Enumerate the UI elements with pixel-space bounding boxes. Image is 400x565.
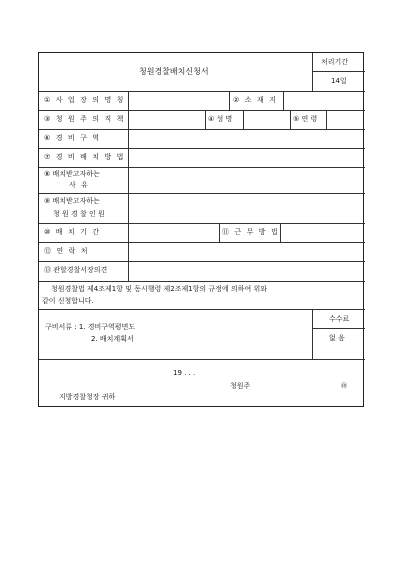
row-divider [39,148,365,149]
attachment-item: 2. 배치계획서 [91,335,134,343]
column-divider [312,309,313,359]
row-divider [39,309,365,310]
row-divider [39,110,365,111]
row-divider [39,242,365,243]
column-divider [219,223,220,242]
row-divider [39,281,365,282]
row-divider [39,261,365,262]
fee-label: 수수료 [329,315,350,323]
column-divider [280,223,281,242]
row-divider [39,193,365,194]
column-divider [229,91,230,110]
column-divider [243,110,244,129]
processing-period-value: 14일 [331,77,347,85]
column-divider [128,91,129,281]
row-divider [39,167,365,168]
row-divider [39,223,365,224]
age-label: ⑤ 연 령 [293,115,318,123]
column-divider [326,110,327,129]
contact-label: ⑫ 연 락 처 [44,247,90,255]
form-title: 청원경찰배치신청서 [139,67,209,76]
seal-mark: ㊞ [341,383,348,390]
reason-label: ⑧ 배치받고자하는 [44,170,100,178]
cell-divider [312,328,365,329]
recipient-label: 지방경찰청장 귀하 [59,393,116,401]
date-line: 19 . . . [173,369,196,377]
row-divider [39,129,365,130]
statement-text-2: 같이 신청합니다. [42,297,94,305]
petitioner-position-label: ③ 청 원 주 의 직 책 [44,115,125,123]
cell-divider [312,71,365,72]
row-divider [39,91,365,92]
guard-count-label-2: 청 원 경 찰 인 원 [53,210,105,218]
fee-value: 없 음 [329,334,345,342]
location-label: ② 소 재 지 [233,96,278,104]
guard-area-label: ⑥ 경 비 구 역 [44,134,101,142]
attachments-label: 구비서류 : 1. 경비구역평면도 [45,323,136,331]
work-method-label: ⑪ 근 무 방 법 [222,228,280,236]
deploy-method-label: ⑦ 경 비 배 치 방 법 [44,153,125,161]
column-divider [290,110,291,129]
column-divider [312,53,313,91]
column-divider [205,110,206,129]
statement-text: 청원경찰법 제4조제1항 및 동시행령 제2조제1항의 규정에 의하여 위와 [51,285,267,293]
name-label: ④ 성 명 [208,115,233,123]
police-opinion-label: ⑬ 관할경찰서장의견 [44,266,108,274]
period-label: ⑩ 배 치 기 간 [44,228,101,236]
business-name-label: ① 사 업 장 의 명 칭 [44,96,125,104]
processing-period-label: 처리기간 [321,58,349,66]
guard-count-label: ⑨ 배치받고자하는 [44,197,100,205]
reason-label-2: 사 유 [69,181,90,189]
row-divider [39,359,365,360]
column-divider [283,91,284,110]
applicant-label: 청원주 [230,382,251,390]
application-form [38,52,364,407]
